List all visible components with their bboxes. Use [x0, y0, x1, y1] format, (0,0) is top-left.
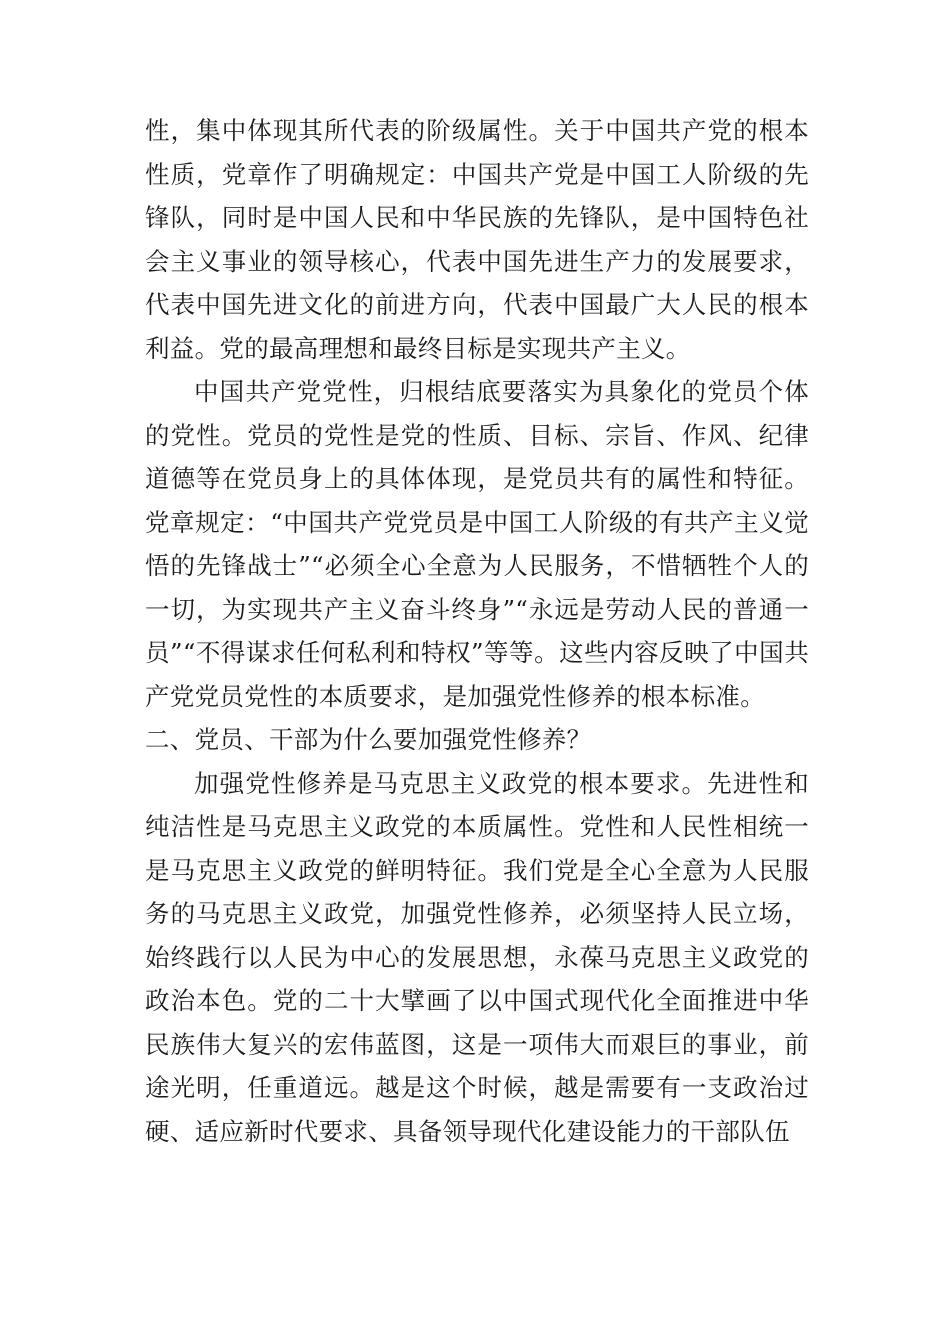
document-body	[145, 109, 809, 1153]
paragraph-member-party-spirit: 中国共产党党性，归根结底要落实为具象化的党员个体的党性。党员的党性是党的性质、目标、宗旨、作风、纪律道德等在党员身上的具体体现，是党员共有的属性和特征。党章规定：“中国共产党党员是中国工人阶级的有共产主义觉悟的先锋战士”“必须全心全意为人民服务，不惜牺牲个人的一切，为实现共产主义奋斗终身”“永远是劳动人民的普通一员”“不得谋求任何私利和特权”等等。这些内容反映了中国共产党党员党性的本质要求，是加强党性修养的根本标准。	[145, 377, 809, 711]
section-heading-why-strengthen: 二、党员、干部为什么要加强党性修养？	[145, 725, 592, 754]
paragraph-party-nature: 性，集中体现其所代表的阶级属性。关于中国共产党的根本性质，党章作了明确规定：中国共产党是中国工人阶级的先锋队，同时是中国人民和中华民族的先锋队，是中国特色社会主义事业的领导核心，代表中国先进生产力的发展要求，代表中国先进文化的前进方向，代表中国最广大人民的根本利益。党的最高理想和最终目标是实现共产主义。	[145, 116, 809, 363]
paragraph-fundamental-requirement: 加强党性修养是马克思主义政党的根本要求。先进性和纯洁性是马克思主义政党的本质属性。党性和人民性相统一是马克思主义政党的鲜明特征。我们党是全心全意为人民服务的马克思主义政党，加强党性修养，必须坚持人民立场，始终践行以人民为中心的发展思想，永葆马克思主义政党的政治本色。党的二十大擘画了以中国式现代化全面推进中华民族伟大复兴的宏伟蓝图，这是一项伟大而艰巨的事业，前途光明，任重道远。越是这个时候，越是需要有一支政治过硬、适应新时代要求、具备领导现代化建设能力的干部队伍	[145, 768, 809, 1146]
